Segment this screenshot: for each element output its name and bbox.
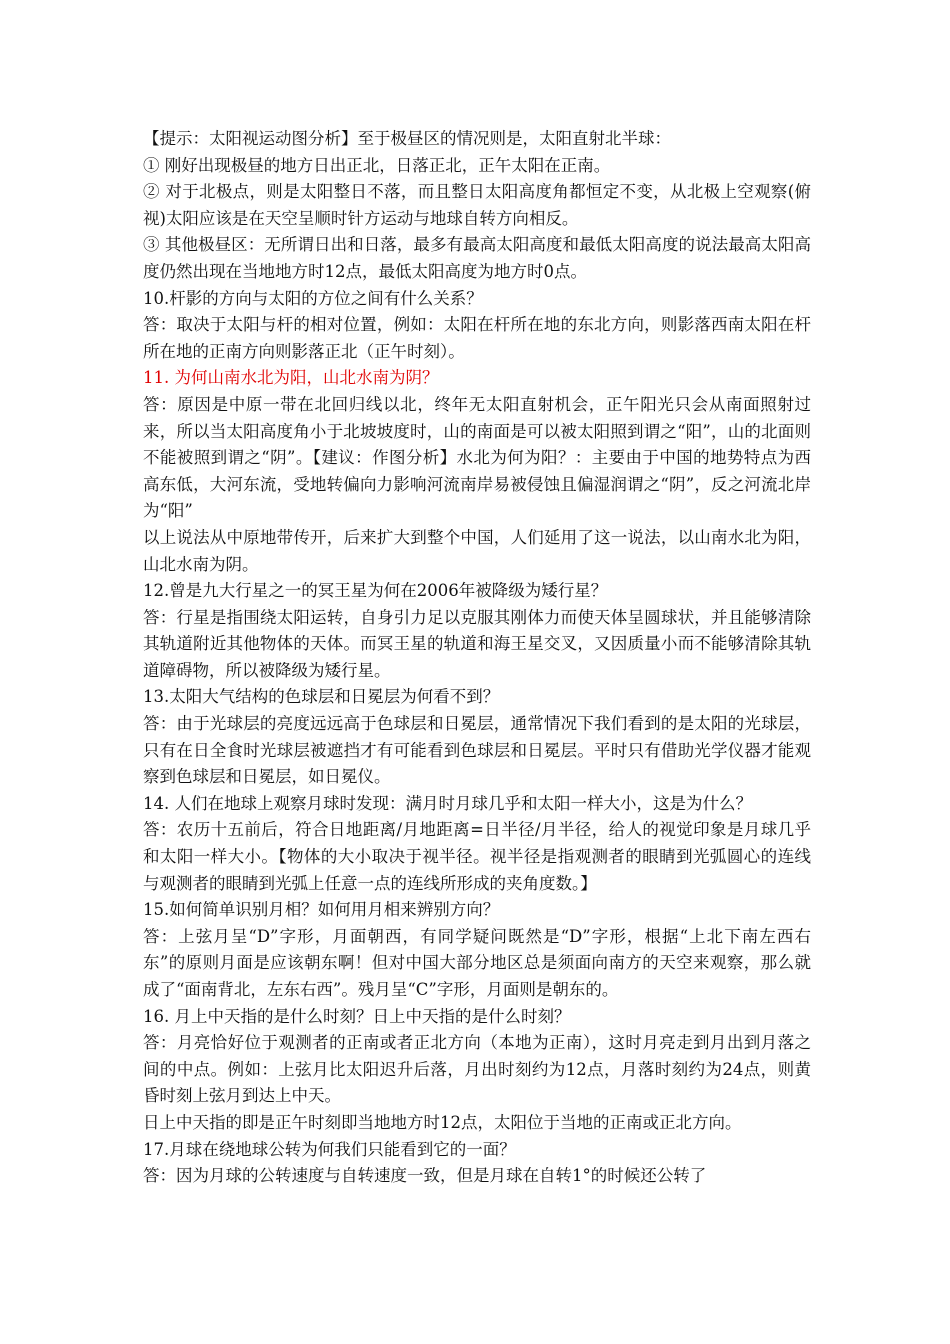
answer-line: ② 对于北极点，则是太阳整日不落，而且整日太阳高度角都恒定不变，从北极上空观察(俯视)太阳应该是在天空呈顺时针方运动与地球自转方向相反。 [143, 182, 811, 228]
answer-16-continued: 日上中天指的即是正午时刻即当地地方时12点，太阳位于当地的正南或正北方向。 [143, 1112, 742, 1132]
question-15: 15.如何简单识别月相？如何用月相来辨别方向？ [143, 900, 500, 920]
hint-line: 【提示：太阳视运动图分析】至于极昼区的情况则是，太阳直射北半球： [143, 129, 671, 148]
answer-line: ① 刚好出现极昼的地方日出正北，日落正北，正午太阳在正南。 [143, 155, 611, 175]
answer-11: 答：原因是中原一带在北回归线以北，终年无太阳直射机会，正午阳光只会从南面照射过来，所以当太阳高度角小于北坡坡度时，山的南面是可以被太阳照到谓之“阳”，山的北面则不能被照到谓之“阴”。【建议：作图分析】水北为何为阳？：主要由于中国的地势特点为西高东低，大河东流，受地转偏向力影响河流南岸易被侵蚀且偏湿润谓之“阴”，反之河流北岸为“阳” [143, 394, 811, 521]
question-16: 16. 月上中天指的是什么时刻？日上中天指的是什么时刻？ [143, 1006, 571, 1026]
question-12: 12.曾是九大行星之一的冥王星为何在2006年被降级为矮行星？ [143, 581, 608, 601]
answer-10: 答：取决于太阳与杆的相对位置，例如：太阳在杆所在地的东北方向，则影落西南太阳在杆所在地的正南方向则影落正北（正午时刻）。 [143, 315, 811, 361]
answer-11-continued: 以上说法从中原地带传开，后来扩大到整个中国，人们延用了这一说法，以山南水北为阳，山北水南为阴。 [143, 527, 811, 574]
question-17: 17.月球在绕地球公转为何我们只能看到它的一面？ [143, 1139, 516, 1159]
question-14: 14. 人们在地球上观察月球时发现：满月时月球几乎和太阳一样大小，这是为什么？ [143, 793, 752, 813]
question-10: 10.杆影的方向与太阳的方位之间有什么关系？ [143, 288, 483, 308]
answer-17: 答：因为月球的公转速度与自转速度一致，但是月球在自转1°的时候还公转了 [143, 1166, 707, 1186]
answer-12: 答：行星是指围绕太阳运转，自身引力足以克服其刚体力而使天体呈圆球状，并且能够清除其轨道附近其他物体的天体。而冥王星的轨道和海王星交叉，又因质量小而不能够清除其轨道障碍物，所以被降级为矮行星。 [143, 607, 811, 680]
answer-15: 答：上弦月呈“D”字形，月面朝西，有同学疑问既然是“D”字形，根据“上北下南左西右东”的原则月面是应该朝东啊！但对中国大部分地区总是须面向南方的天空来观察，那么就成了“面南背北，左东右西”。残月呈“C”字形，月面则是朝东的。 [143, 926, 811, 999]
answer-13: 答：由于光球层的亮度远远高于色球层和日冕层，通常情况下我们看到的是太阳的光球层，只有在日全食时光球层被遮挡才有可能看到色球层和日冕层。平时只有借助光学仪器才能观察到色球层和日冕层，如日冕仪。 [143, 714, 811, 787]
question-13: 13.太阳大气结构的色球层和日冕层为何看不到？ [143, 687, 500, 707]
answer-16: 答：月亮恰好位于观测者的正南或者正北方向（本地为正南），这时月亮走到月出到月落之间的中点。例如：上弦月比太阳迟升后落，月出时刻约为12点，月落时刻约为24点，则黄昏时刻上弦月到达上中天。 [143, 1033, 811, 1106]
answer-14: 答：农历十五前后，符合日地距离/月地距离=日半径/月半径，给人的视觉印象是月球几乎和太阳一样大小。【物体的大小取决于视半径。视半径是指观测者的眼睛到光弧圆心的连线与观测者的眼睛到光弧上任意一点的连线所形成的夹角度数。】 [143, 820, 811, 893]
document-body [143, 126, 811, 1190]
answer-line: ③ 其他极昼区：无所谓日出和日落，最多有最高太阳高度和最低太阳高度的说法最高太阳高度仍然出现在当地地方时12点，最低太阳高度为地方时0点。 [143, 235, 811, 281]
question-11: 11. 为何山南水北为阳，山北水南为阴？ [143, 368, 439, 388]
